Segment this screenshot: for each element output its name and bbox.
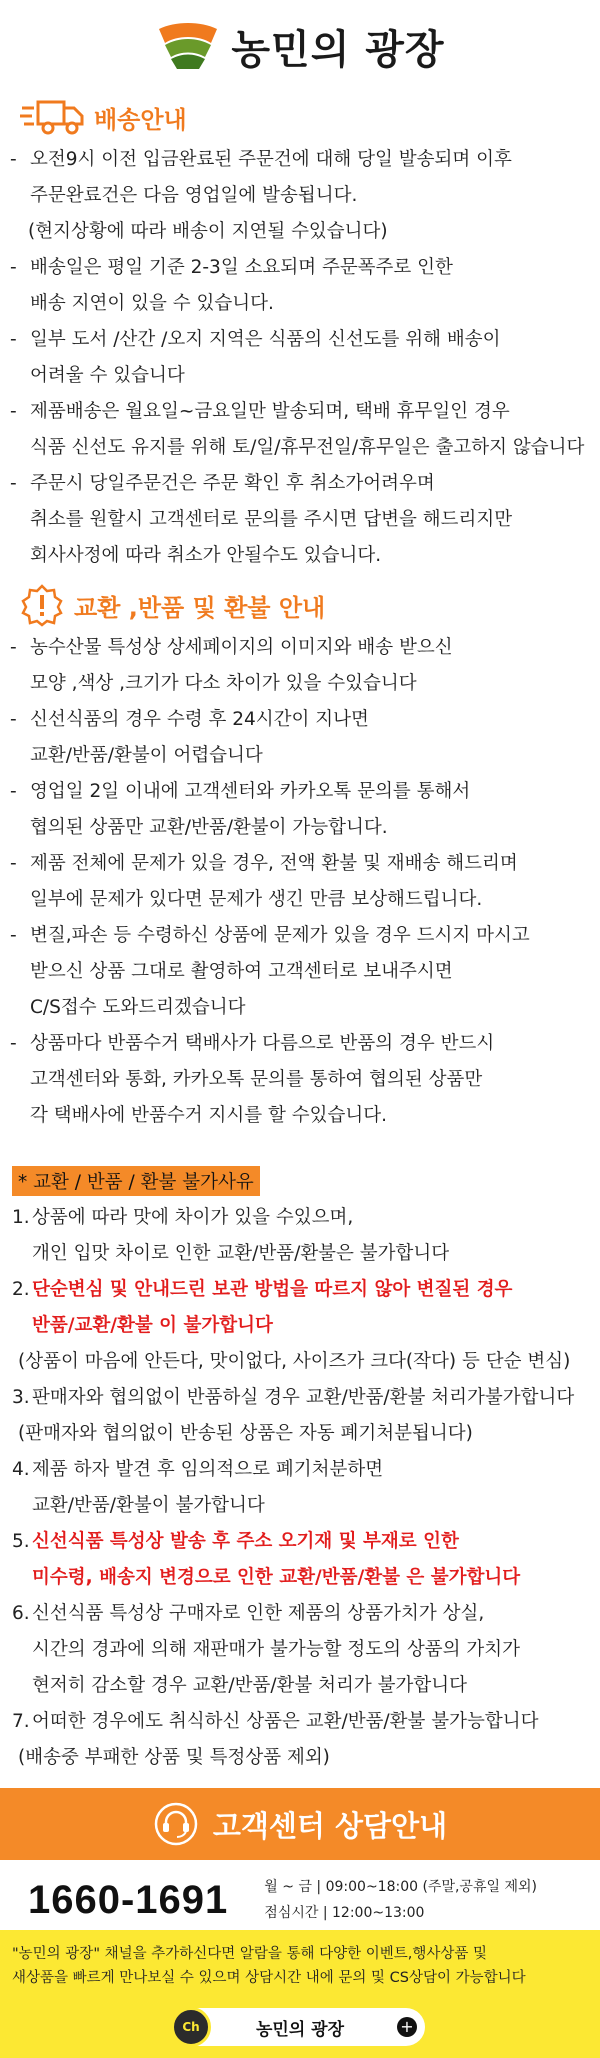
exchange-list — [0, 630, 600, 1134]
list-item-note: (상품이 마음에 안든다, 맛이없다, 사이즈가 크다(작다) 등 단순 변심) — [18, 1351, 571, 1372]
shipping-header — [0, 92, 600, 142]
exchange-header — [0, 580, 600, 630]
headset-icon — [153, 1801, 199, 1847]
list-item: - 배송일은 평일 기준 2-3일 소요되며 주문폭주로 인한 배송 지연이 있을 수 있습니다. — [10, 257, 453, 314]
list-item: 7. 어떠한 경우에도 취식하신 상품은 교환/반품/환불 불가능합니다 — [12, 1711, 539, 1732]
restriction-list — [0, 1200, 600, 1776]
list-item: 1. 상품에 따라 맛에 차이가 있을 수있으며, 개인 입맛 차이로 인한 교환/반품/환불은 불가합니다 — [12, 1207, 450, 1264]
list-item: - 주문시 당일주문건은 주문 확인 후 취소가어려우며 취소를 원할시 고객센터로 문의를 주시면 답변을 해드리지만 회사사정에 따라 취소가 안될수도 있습니다. — [10, 473, 513, 566]
list-item: 3. 판매자와 협의없이 반품하실 경우 교환/반품/환불 처리가불가합니다 — [12, 1387, 575, 1408]
list-item-note: (배송중 부패한 상품 및 특정상품 제외) — [18, 1747, 330, 1768]
list-item: - 상품마다 반품수거 택배사가 다름으로 반품의 경우 반드시 고객센터와 통화, 카카오톡 문의를 통하여 협의된 상품만 각 택배사에 반품수거 지시를 할 수있습니다. — [10, 1033, 495, 1126]
cs-business-hours: 월 ~ 금 | 09:00~18:00 (주말,공휴일 제외) — [264, 1879, 537, 1895]
shipping-delay-note: (현지상황에 따라 배송이 지연될 수있습니다) — [28, 221, 388, 242]
cs-phone-number[interactable]: 1660-1691 — [28, 1877, 229, 1922]
add-channel-button[interactable] — [175, 2008, 425, 2046]
list-item: - 신선식품의 경우 수령 후 24시간이 지나면 교환/반품/환불이 어렵습니다 — [10, 709, 369, 766]
list-item: 5. 신선식품 특성상 발송 후 주소 오기재 및 부재로 인한 미수령, 배송지 변경으로 인한 교환/반품/환불 은 불가합니다 — [12, 1531, 521, 1588]
footer-text: "농민의 광장" 채널을 추가하신다면 알람을 통해 다양한 이벤트,행사상품 및 새상품을 빠르게 만나보실 수 있으며 상담시간 내에 문의 및 CS상담이 가능합니다 — [12, 1946, 526, 1986]
list-item: - 변질,파손 등 수령하신 상품에 문제가 있을 경우 드시지 마시고 받으신 상품 그대로 촬영하여 고객센터로 보내주시면 C/S접수 도와드리겠습니다 — [10, 925, 530, 1018]
field-logo-icon — [155, 21, 221, 71]
restriction-badge: * 교환 / 반품 / 환불 불가사유 — [12, 1166, 260, 1196]
channel-name: 농민의 광장 — [255, 2019, 345, 2040]
list-item-note: (판매자와 협의없이 반송된 상품은 자동 폐기처분됩니다) — [18, 1423, 473, 1444]
list-item: - 제품 전체에 문제가 있을 경우, 전액 환불 및 재배송 해드리며 일부에 문제가 있다면 문제가 생긴 만큼 보상해드립니다. — [10, 853, 518, 910]
exchange-title: 교환 ,반품 및 환불 안내 — [74, 593, 326, 622]
kakao-channel-icon: Ch — [171, 2007, 211, 2047]
plus-icon: + — [397, 2017, 417, 2037]
cs-banner — [0, 1788, 600, 1860]
warning-icon — [20, 583, 64, 627]
list-item: - 영업일 2일 이내에 고객센터와 카카오톡 문의를 통해서 협의된 상품만 교환/반품/환불이 가능합니다. — [10, 781, 471, 838]
shipping-title: 배송안내 — [94, 105, 187, 134]
brand-logo — [0, 0, 600, 92]
kakao-channel-footer — [0, 1930, 600, 2058]
list-item: - 제품배송은 월요일~금요일만 발송되며, 택배 휴무일인 경우 식품 신선도 유지를 위해 토/일/휴무전일/휴무일은 출고하지 않습니다 — [10, 401, 585, 458]
list-item: 4. 제품 하자 발견 후 임의적으로 폐기처분하면 교환/반품/환불이 불가합니다 — [12, 1459, 384, 1516]
cs-title: 고객센터 상담안내 — [212, 1808, 448, 1843]
list-item: - 농수산물 특성상 상세페이지의 이미지와 배송 받으신 모양 ,색상 ,크기가 다소 차이가 있을 수있습니다 — [10, 637, 453, 694]
list-item: 2. 단순변심 및 안내드린 보관 방법을 따르지 않아 변질된 경우 반품/교환/환불 이 불가합니다 — [12, 1279, 513, 1336]
delivery-truck-icon — [20, 98, 84, 136]
brand-name: 농민의 광장 — [231, 26, 445, 73]
list-item: 6. 신선식품 특성상 구매자로 인한 제품의 상품가치가 상실, 시간의 경과에 의해 재판매가 불가능할 정도의 상품의 가치가 현저히 감소할 경우 교환/반품/환불 처리가 불가합니다 — [12, 1603, 520, 1696]
cs-hours — [264, 1874, 537, 1926]
cs-lunch-hours: 점심시간 | 12:00~13:00 — [264, 1905, 425, 1921]
shipping-list — [0, 142, 600, 574]
list-item: - 일부 도서 /산간 /오지 지역은 식품의 신선도를 위해 배송이 어려울 수 있습니다 — [10, 329, 501, 386]
list-item: - 오전9시 이전 입금완료된 주문건에 대해 당일 발송되며 이후 주문완료건은 다음 영업일에 발송됩니다. — [10, 149, 512, 206]
